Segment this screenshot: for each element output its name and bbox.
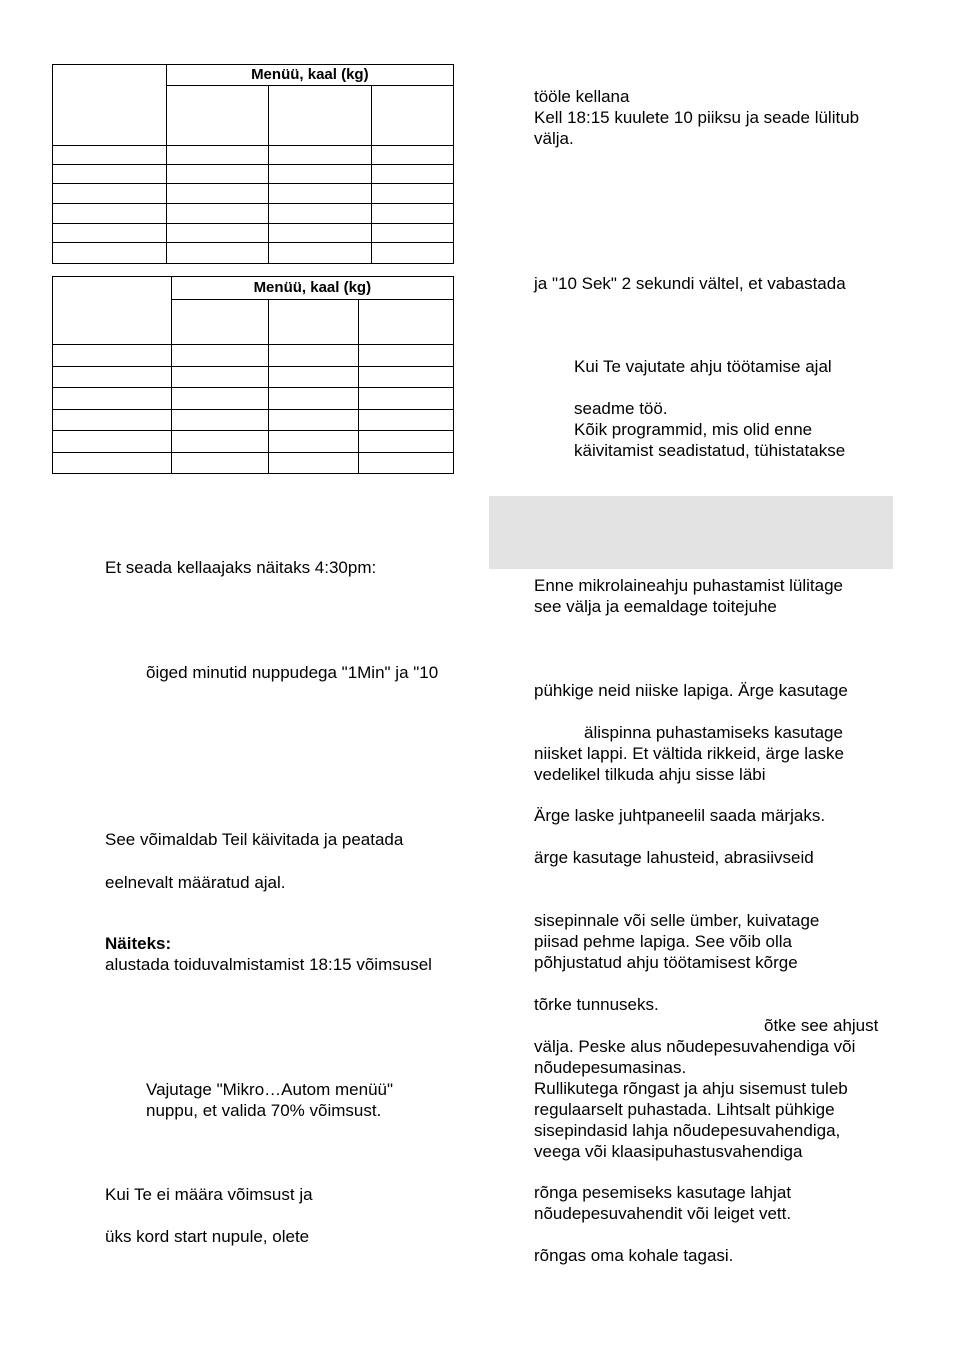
cancel-note: seadme töö. Kõik programmid, mis olid enne käivitamist seadistatud, tühistatakse xyxy=(574,399,846,460)
table-row xyxy=(53,165,454,184)
menu-weight-table-1 xyxy=(52,64,454,264)
tray-paragraph-cont: välja. Peske alus nõudepesuvahendiga või nõudepesumasinas. Rullikutega rõngast ja ahju sisemust tuleb regulaarselt puhastada. Lihtsalt pühkige sisepindasid lahja nõudepesuvahendiga, veega või klaasipuhastusvahendiga xyxy=(534,1037,856,1161)
ring-replace-note: rõngas oma kohale tagasi. xyxy=(534,1246,734,1265)
example-paragraph: Näiteks: alustada toiduvalmistamist 18:15 võimsusel xyxy=(105,934,432,974)
section-heading-bar xyxy=(489,496,893,569)
minutes-instruction: õiged minutid nuppudega "1Min" ja "10 xyxy=(146,663,439,682)
table-row xyxy=(53,184,454,204)
menu-weight-table-2 xyxy=(52,276,454,474)
table-row xyxy=(53,243,454,264)
ring-wash-paragraph: rõnga pesemiseks kasutage lahjat nõudepesuvahendit või leiget vett. xyxy=(534,1183,792,1223)
clock-paragraph: tööle kellana Kell 18:15 kuulete 10 piiksu ja seade lülitub välja. xyxy=(534,87,860,148)
table-corner-cell xyxy=(53,65,167,146)
example-title: Näiteks: xyxy=(105,934,172,953)
start-note: üks kord start nupule, olete xyxy=(105,1227,310,1246)
table-corner-cell xyxy=(53,277,172,345)
release-paragraph: ja "10 Sek" 2 sekundi vältel, et vabastada xyxy=(534,274,846,293)
clock-set-paragraph: Et seada kellaajaks näitaks 4:30pm: xyxy=(105,558,377,577)
table-row xyxy=(53,366,454,387)
table-row xyxy=(53,146,454,165)
exterior-paragraph-cont: niisket lappi. Et vältida rikkeid, ärge laske vedelikel tilkuda ahju sisse läbi xyxy=(534,744,844,784)
table-row xyxy=(53,387,454,409)
power-step: Vajutage "Mikro…Autom menüü" nuppu, et valida 70% võimsust. xyxy=(146,1080,394,1120)
stop-note: Kui Te vajutate ahju töötamise ajal xyxy=(574,357,832,376)
exterior-paragraph: älispinna puhastamiseks kasutage xyxy=(584,723,843,742)
timer-description: See võimaldab Teil käivitada ja peatada xyxy=(105,830,404,849)
table-row xyxy=(53,204,454,224)
timer-description-cont: eelnevalt määratud ajal. xyxy=(105,873,286,892)
power-note: Kui Te ei määra võimsust ja xyxy=(105,1185,313,1204)
cleaning-intro: Enne mikrolaineahju puhastamist lülitage see välja ja eemaldage toitejuhe xyxy=(534,576,844,616)
solvent-note: ärge kasutage lahusteid, abrasiivseid xyxy=(534,848,814,867)
tray-paragraph: õtke see ahjust xyxy=(764,1016,879,1035)
table-row xyxy=(53,344,454,366)
control-panel-note: Ärge laske juhtpaneelil saada märjaks. xyxy=(534,806,826,825)
table-header: Menüü, kaal (kg) xyxy=(166,65,453,86)
condensation-paragraph: sisepinnale või selle ümber, kuivatage piisad pehme lapiga. See võib olla põhjustatud ahju töötamisest kõrge xyxy=(534,911,820,972)
fault-note: tõrke tunnuseks. xyxy=(534,995,659,1014)
table-row xyxy=(53,452,454,473)
table-row xyxy=(53,224,454,243)
wipe-paragraph: pühkige neid niiske lapiga. Ärge kasutage xyxy=(534,681,848,700)
table-row xyxy=(53,409,454,430)
table-row xyxy=(53,430,454,452)
table-header: Menüü, kaal (kg) xyxy=(171,277,453,300)
